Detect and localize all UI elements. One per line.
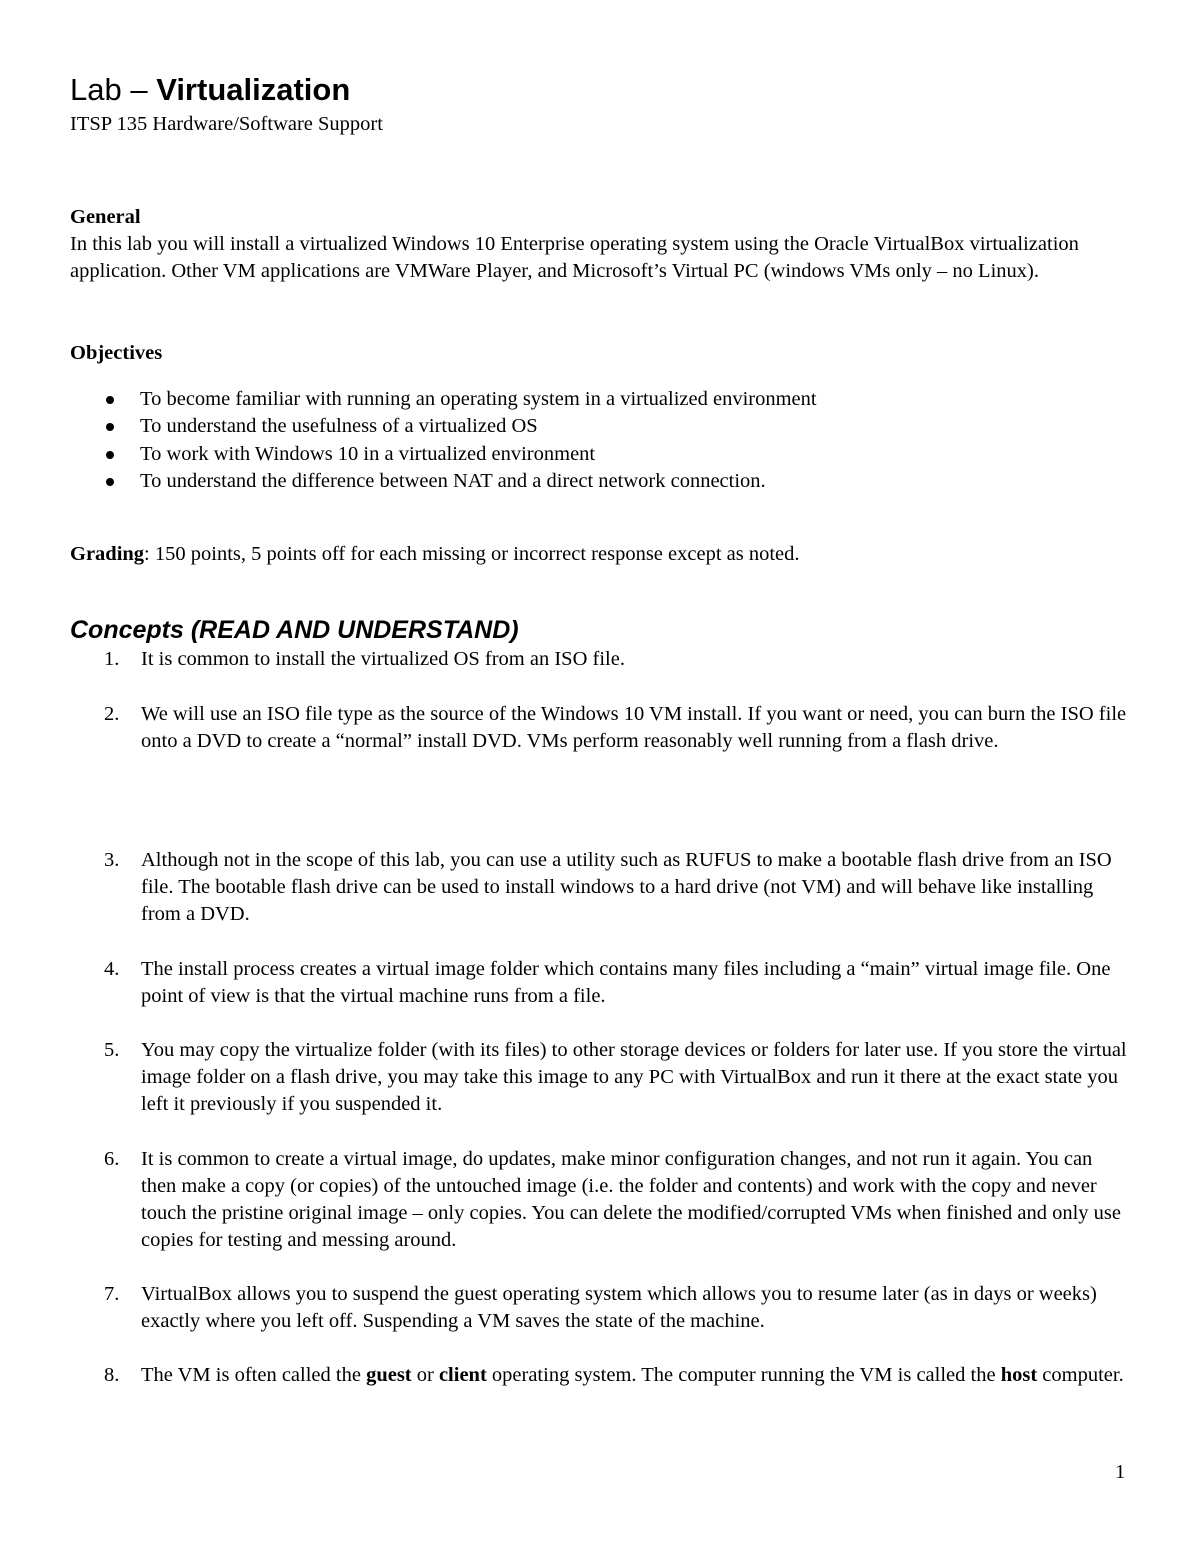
concepts-heading: Concepts (READ AND UNDERSTAND) (70, 616, 519, 644)
concept-number: 7. (104, 1283, 120, 1305)
page-number: 1 (1115, 1461, 1126, 1483)
objective-item (70, 386, 817, 413)
bullet-icon (106, 451, 114, 459)
concept-text: Although not in the scope of this lab, you can use a utility such as RUFUS to make a bootable flash drive from an ISO file. The bootable flash drive can be used to install windows to a hard drive (not VM) and will behave like installing from a DVD. (141, 849, 1112, 925)
title-separator: – (121, 72, 157, 107)
grading-text: : 150 points, 5 points off for each missing or incorrect response except as noted. (144, 543, 800, 565)
objective-text: To understand the usefulness of a virtualized OS (140, 415, 538, 438)
bullet-icon (106, 478, 114, 486)
concept-text-part: operating system. The computer running the VM is called the (486, 1364, 1001, 1386)
concept-number: 2. (104, 703, 120, 725)
concept-text (141, 1362, 1131, 1389)
concept-text: It is common to create a virtual image, do updates, make minor configuration changes, and not run it again. You can then make a copy (or copies) of the untouched image (i.e. the folder and contents) and work with the copy and never touch the pristine original image – only copies. You can delete the modified/corrupted VMs when finished and only use copies for testing and messing around. (141, 1148, 1122, 1251)
concept-text: The install process creates a virtual image folder which contains many files including a “main” virtual image file. One point of view is that the virtual machine runs from a file. (141, 958, 1111, 1007)
general-body: In this lab you will install a virtualized Windows 10 Enterprise operating system using the Oracle VirtualBox virtualization application. Other VM applications are VMWare Player, and Microsoft’s Virtual PC (windows VMs only – no Linux). (70, 233, 1079, 282)
concept-text: It is common to install the virtualized OS from an ISO file. (141, 648, 625, 670)
concept-number: 8. (104, 1364, 120, 1386)
general-heading: General (70, 206, 141, 228)
concept-text-part: computer. (1037, 1364, 1124, 1386)
document-subtitle: ITSP 135 Hardware/Software Support (70, 113, 383, 135)
concept-text: You may copy the virtualize folder (with its files) to other storage devices or folders for later use. If you store the virtual image folder on a flash drive, you may take this image to any PC with VirtualBox and run it there at the exact state you left it previously if you suspended it. (141, 1039, 1127, 1115)
objective-text: To become familiar with running an operating system in a virtualized environment (140, 388, 817, 410)
bullet-icon (106, 423, 114, 431)
concept-number: 5. (104, 1039, 120, 1061)
grading-line (70, 541, 800, 568)
concept-text-part: or (411, 1364, 439, 1386)
concept-text: VirtualBox allows you to suspend the guest operating system which allows you to resume later (as in days or weeks) exactly where you left off. Suspending a VM saves the state of the machine. (141, 1283, 1097, 1332)
objective-text: To work with Windows 10 in a virtualized environment (140, 442, 596, 465)
title-main: Virtualization (156, 72, 351, 107)
title-prefix: Lab (70, 72, 122, 107)
concept-number: 4. (104, 958, 120, 980)
document-title (70, 70, 350, 110)
concept-number: 1. (104, 648, 120, 670)
term-host: host (1000, 1364, 1038, 1386)
term-client: client (438, 1364, 487, 1386)
bullet-icon (106, 396, 114, 404)
concept-text-part: The VM is often called the (141, 1364, 367, 1386)
objective-item (70, 441, 817, 468)
grading-label: Grading (70, 543, 145, 565)
concept-number: 6. (104, 1148, 120, 1170)
concept-number: 3. (104, 849, 120, 871)
objective-item (70, 413, 817, 440)
objective-text: To understand the difference between NAT and a direct network connection. (140, 469, 766, 492)
objectives-heading: Objectives (70, 342, 163, 364)
term-guest: guest (366, 1364, 412, 1386)
objectives-list (70, 386, 817, 495)
objective-item (70, 468, 817, 495)
concept-text: We will use an ISO file type as the source of the Windows 10 VM install. If you want or need, you can burn the ISO file onto a DVD to create a “normal” install DVD. VMs perform reasonably well running from a flash drive. (141, 703, 1127, 752)
